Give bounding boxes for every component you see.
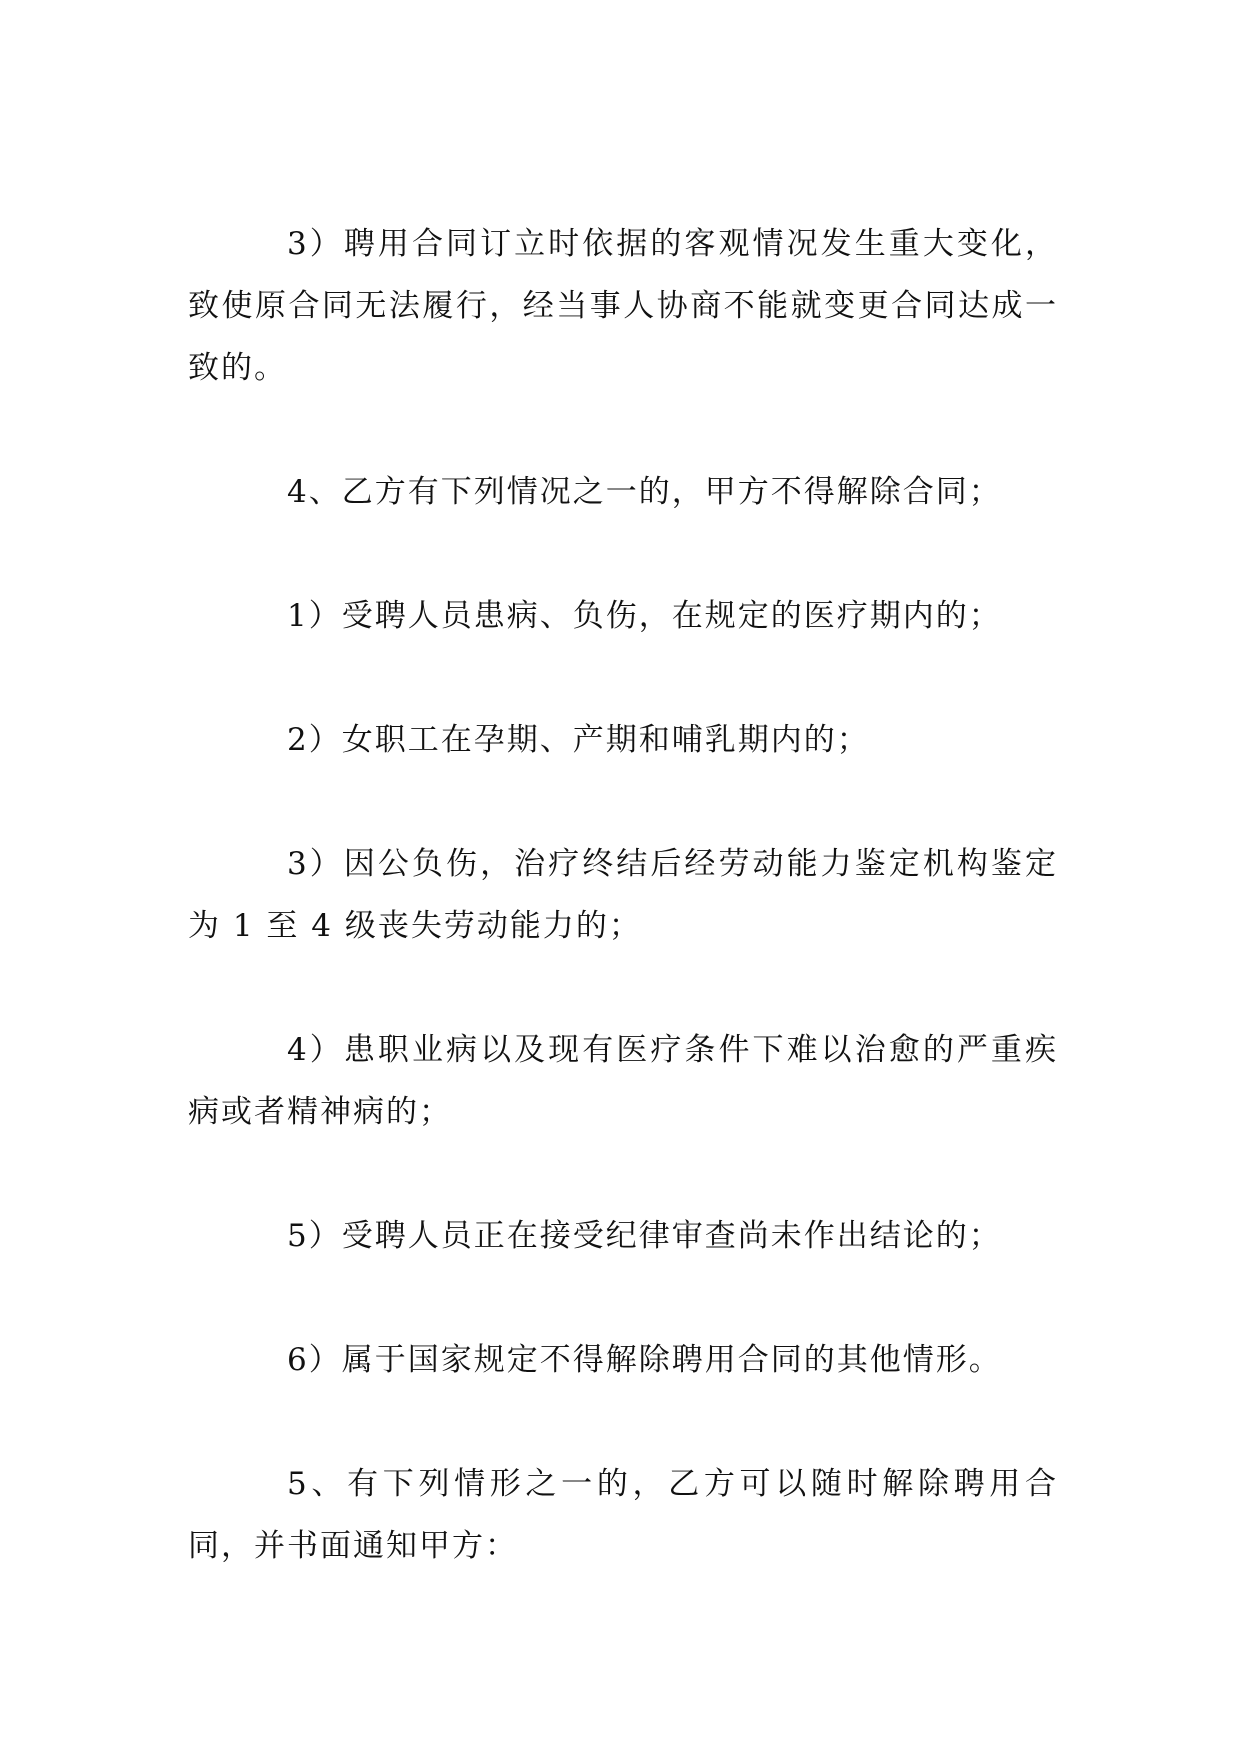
paragraph-clause-4-heading: 4、乙方有下列情况之一的，甲方不得解除合同； <box>287 474 1002 510</box>
paragraph-clause-5-heading: 5、有下列情形之一的，乙方可以随时解除聘用合同，并书面通知甲方： <box>188 1466 1058 1564</box>
paragraph-item-4-occupational-disease: 4）患职业病以及现有医疗条件下难以治愈的严重疾病或者精神病的； <box>188 1032 1058 1130</box>
paragraph-item-1-illness: 1）受聘人员患病、负伤，在规定的医疗期内的； <box>287 598 1002 634</box>
paragraph-item-3-work-injury: 3）因公负伤，治疗终结后经劳动能力鉴定机构鉴定为 1 至 4 级丧失劳动能力的； <box>188 846 1058 944</box>
paragraph-item-2-pregnancy: 2）女职工在孕期、产期和哺乳期内的； <box>287 722 870 758</box>
paragraph-item-5-disciplinary-review: 5）受聘人员正在接受纪律审查尚未作出结论的； <box>287 1218 1002 1254</box>
paragraph-item-6-other-cases: 6）属于国家规定不得解除聘用合同的其他情形。 <box>287 1342 1002 1378</box>
paragraph-clause-3-objective-change: 3）聘用合同订立时依据的客观情况发生重大变化，致使原合同无法履行，经当事人协商不能就变更合同达成一致的。 <box>188 226 1058 386</box>
document-body <box>188 213 1058 1639</box>
